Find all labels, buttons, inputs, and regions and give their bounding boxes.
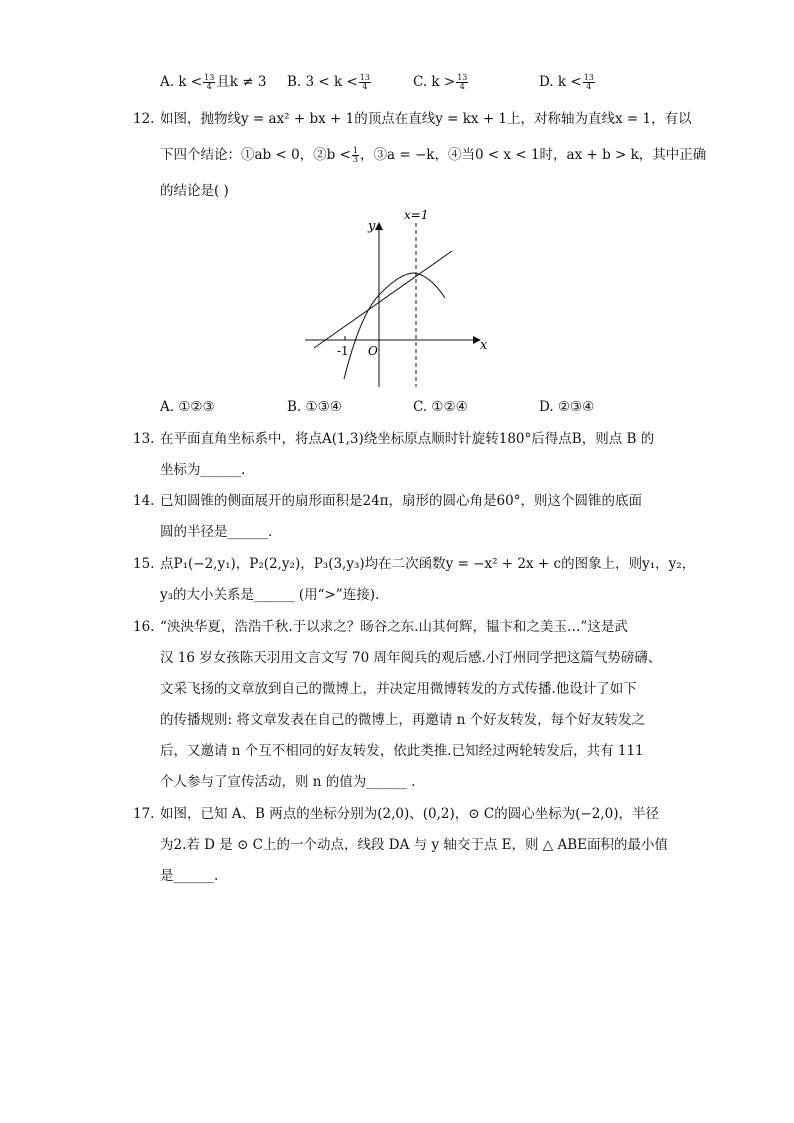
label-neg1: -1 xyxy=(337,344,349,358)
q15-line-1: 点P₁(−2,y₁)，P₂(2,y₂)，P₃(3,y₃)均在二次函数y = −x² + 2x + c的图象上，则y₁，y₂， xyxy=(160,556,696,572)
q11-option-d-fraction: $\frac{13}{4}$ xyxy=(583,73,594,91)
q17-line-1: 如图，已知 A、B 两点的坐标分别为(2,0)、(0,2)，⊙ C的圆心坐标为(−2,0)，半径 xyxy=(160,806,660,822)
q13-line-1: 在平面直角坐标系中，将点A(1,3)绕坐标原点顺时针旋转180°后得点B，则点 B 的 xyxy=(160,431,655,447)
q12-line-3: 的结论是( ) xyxy=(160,183,229,199)
q11-option-b[interactable] xyxy=(287,73,372,91)
q11-option-c-prefix: C. k > xyxy=(413,74,456,90)
q16-number: 16. xyxy=(133,619,155,635)
q12-line-2-prefix: 下四个结论：①ab < 0，②b < xyxy=(160,147,351,163)
q12-option-d[interactable]: D. ②③④ xyxy=(539,399,595,415)
q12-line-1: 如图，抛物线y = ax² + bx + 1的顶点在直线y = kx + 1上，对称轴为直线x = 1，有以 xyxy=(160,111,692,127)
q11-option-b-fraction: $\frac{13}{4}$ xyxy=(359,73,370,91)
q12-option-b[interactable]: B. ①③④ xyxy=(287,399,342,415)
q11-option-c-fraction: $\frac{13}{4}$ xyxy=(457,73,468,91)
linear-function-line xyxy=(314,251,452,348)
q12-line-2-fraction: $\frac{1}{3}$ xyxy=(352,146,359,164)
label-x: x xyxy=(480,338,488,353)
q17-number: 17. xyxy=(133,806,155,822)
parabola-curve xyxy=(344,273,445,379)
q11-option-d-prefix: D. k < xyxy=(539,74,582,90)
q14-line-1: 已知圆锥的侧面展开的扇形面积是24π，扇形的圆心角是60°，则这个圆锥的底面 xyxy=(160,493,642,509)
q17-line-2: 为2.若 D 是 ⊙ C上的一个动点，线段 DA 与 y 轴交于点 E，则 △ ABE面积的最小值 xyxy=(160,837,669,853)
q15-number: 15. xyxy=(133,556,155,572)
q11-option-a-prefix: A. k < xyxy=(160,74,203,90)
q14-number: 14. xyxy=(133,493,155,509)
q11-option-a[interactable] xyxy=(160,73,266,91)
q11-option-c[interactable] xyxy=(413,73,469,91)
q11-option-a-suffix: 且k ≠ 3 xyxy=(216,74,267,90)
label-x-equals-1: x=1 xyxy=(404,208,429,222)
q11-option-d[interactable] xyxy=(539,73,596,91)
q14-line-2: 圆的半径是______. xyxy=(160,524,273,540)
q12-number: 12. xyxy=(133,111,155,127)
q16-line-3: 文采飞扬的文章放到自己的微博上，并决定用微博转发的方式传播.他设计了如下 xyxy=(160,681,637,697)
q13-line-2: 坐标为______. xyxy=(160,462,246,478)
q15-line-2: y₃的大小关系是______ (用“>”连接). xyxy=(160,587,380,603)
q16-line-4: 的传播规则: 将文章发表在自己的微博上，再邀请 n 个好友转发，每个好友转发之 xyxy=(160,712,646,728)
label-y: y xyxy=(368,219,376,234)
q16-line-2: 汉 16 岁女孩陈天羽用文言文写 70 周年阅兵的观后感.小汀州同学把这篇气势磅礴、 xyxy=(160,650,662,666)
q16-line-6: 个人参与了宣传活动，则 n 的值为______ . xyxy=(160,774,416,790)
q12-line-2 xyxy=(160,146,706,164)
q11-option-b-prefix: B. 3 < k < xyxy=(287,74,358,90)
q13-number: 13. xyxy=(133,431,155,447)
q12-option-c[interactable]: C. ①②④ xyxy=(413,399,468,415)
q16-line-1: “泱泱华夏，浩浩千秋.于以求之？旸谷之东.山其何辉，韫卞和之美玉…”这是武 xyxy=(160,619,628,635)
q12-line-2-suffix: ，③a = −k，④当0 < x < 1时，ax + b > k，其中正确 xyxy=(360,147,707,163)
q17-line-3: 是______. xyxy=(160,868,219,884)
q12-option-a[interactable]: A. ①②③ xyxy=(160,399,215,415)
q11-option-a-fraction: $\frac{13}{4}$ xyxy=(204,73,215,91)
q16-line-5: 后，又邀请 n 个互不相同的好友转发，依此类推.已知经过两轮转发后，共有 111 xyxy=(160,743,644,759)
q12-figure xyxy=(300,205,500,390)
label-origin: O xyxy=(368,344,378,358)
